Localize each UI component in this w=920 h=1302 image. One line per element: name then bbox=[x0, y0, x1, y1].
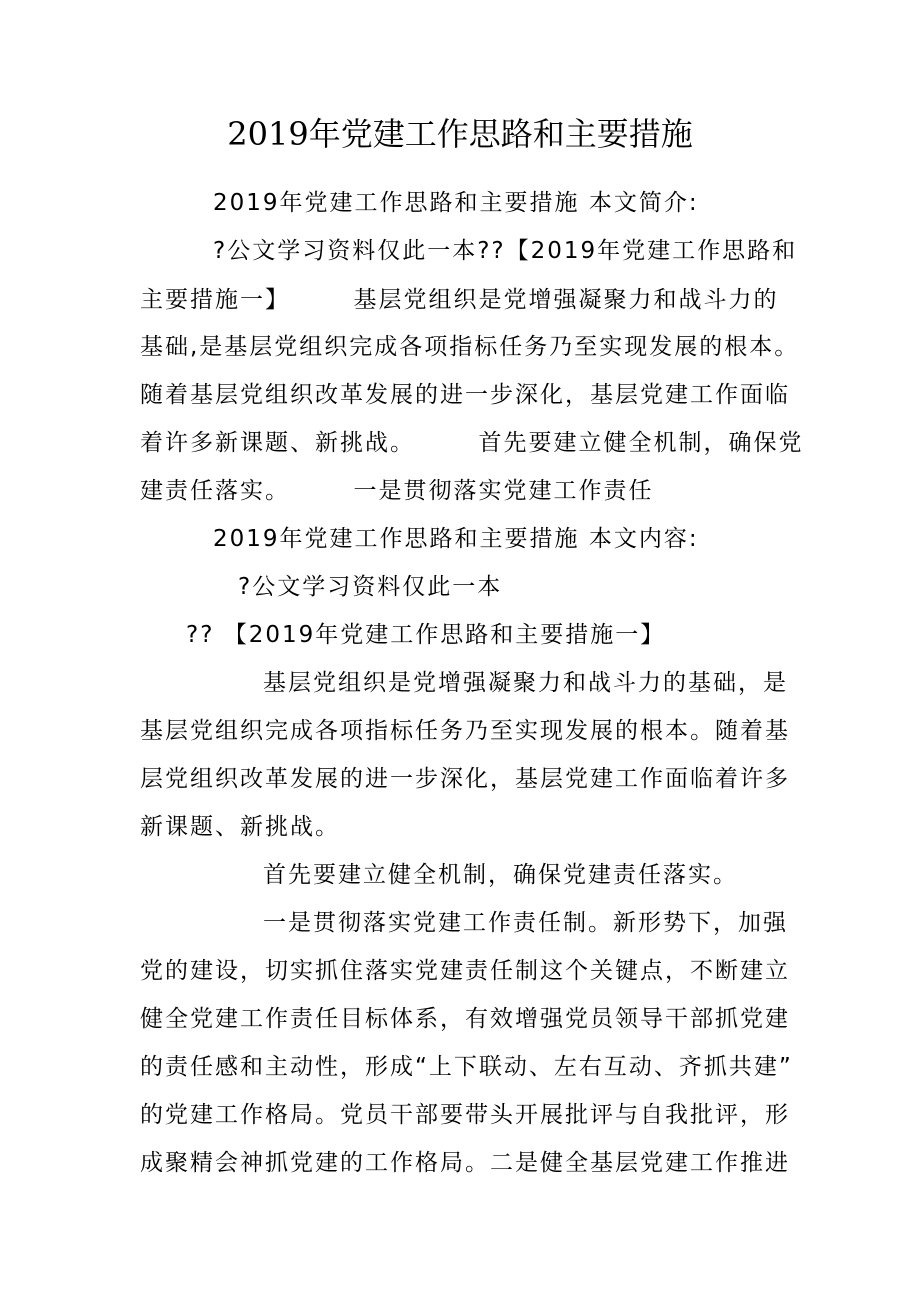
paragraph-3-line-2: 党的建设，切实抓住落实党建责任制这个关键点，不断建立 bbox=[140, 958, 790, 984]
paragraph-3-line-3: 健全党建工作责任目标体系，有效增强党员领导干部抓党建 bbox=[140, 1006, 790, 1032]
summary-line-2: 主要措施一】 基层党组织是党增强凝聚力和战斗力的 bbox=[140, 287, 779, 313]
summary-line-1: ?公文学习资料仅此一本??【2019年党建工作思路和 bbox=[213, 238, 798, 264]
paragraph-3-line-5: 的党建工作格局。党员干部要带头开展批评与自我批评，形 bbox=[140, 1102, 790, 1128]
paragraph-3-line-6: 成聚精会神抓党建的工作格局。二是健全基层党建工作推进 bbox=[140, 1150, 790, 1176]
summary-line-6: 建责任落实。 一是贯彻落实党建工作责任 bbox=[140, 478, 654, 504]
paragraph-1-line-3: 层党组织改革发展的进一步深化，基层党建工作面临着许多 bbox=[140, 766, 790, 792]
content-note: ?公文学习资料仅此一本 bbox=[238, 574, 503, 600]
content-heading: 2019年党建工作思路和主要措施 本文内容: bbox=[213, 526, 699, 552]
summary-line-4: 随着基层党组织改革发展的进一步深化，基层党建工作面临 bbox=[140, 382, 790, 408]
summary-heading: 2019年党建工作思路和主要措施 本文简介: bbox=[213, 190, 699, 216]
paragraph-3-line-1: 一是贯彻落实党建工作责任制。新形势下，加强 bbox=[263, 910, 788, 936]
paragraph-1-line-1: 基层党组织是党增强凝聚力和战斗力的基础，是 bbox=[263, 670, 788, 696]
content-section-label: ?? 【2019年党建工作思路和主要措施一】 bbox=[186, 622, 666, 648]
document-title: 2019年党建工作思路和主要措施 bbox=[227, 115, 693, 153]
paragraph-1-line-4: 新课题、新挑战。 bbox=[140, 814, 340, 840]
summary-line-5: 着许多新课题、新挑战。 首先要建立健全机制，确保党 bbox=[140, 430, 804, 456]
paragraph-3-line-4: 的责任感和主动性，形成“上下联动、左右互动、齐抓共建” bbox=[140, 1054, 793, 1080]
paragraph-1-line-2: 基层党组织完成各项指标任务乃至实现发展的根本。随着基 bbox=[140, 718, 790, 744]
summary-line-3: 基础,是基层党组织完成各项指标任务乃至实现发展的根本。 bbox=[140, 334, 800, 360]
paragraph-2-line-1: 首先要建立健全机制，确保党建责任落实。 bbox=[263, 862, 738, 888]
